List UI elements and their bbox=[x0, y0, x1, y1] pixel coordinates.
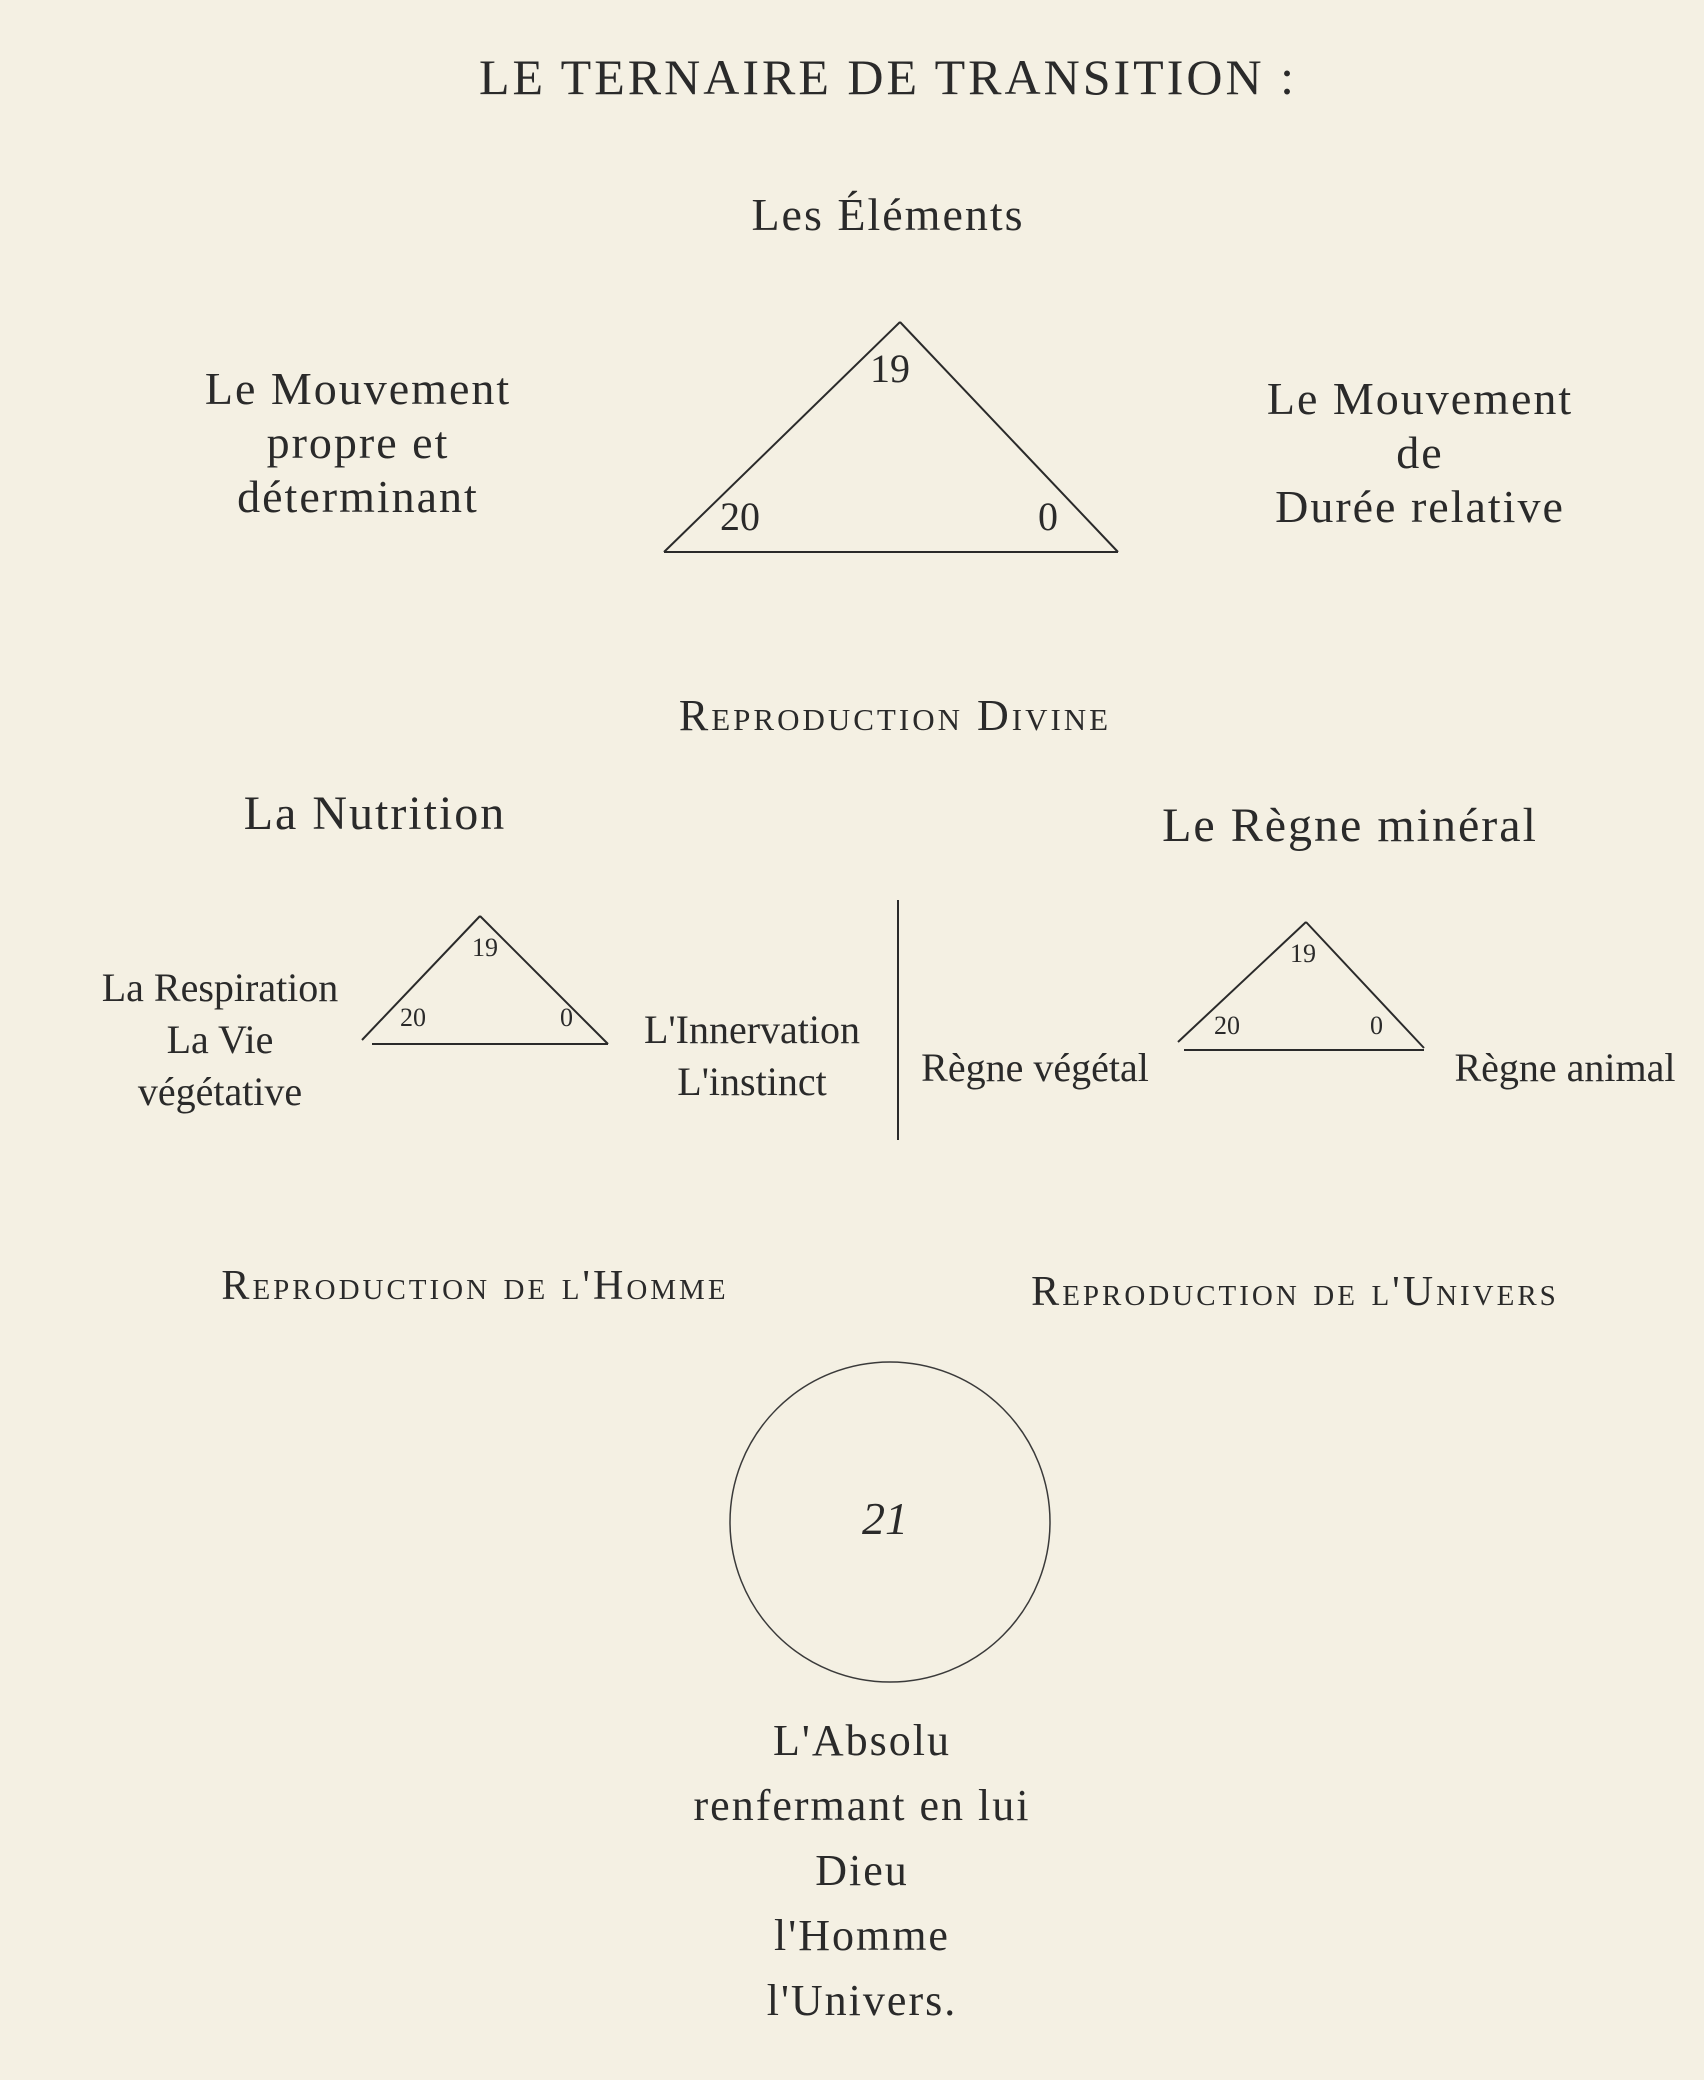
nutrition-left-line: La Vie bbox=[166, 1017, 274, 1062]
regne-triangle-right-number: 0 bbox=[1370, 1011, 1383, 1040]
nutrition-left-line: La Respiration bbox=[101, 965, 339, 1010]
top-triangle-top-number: 19 bbox=[870, 346, 910, 391]
nutrition-heading: La Nutrition bbox=[243, 787, 507, 840]
nutrition-left-line: végétative bbox=[137, 1069, 303, 1114]
regne-triangle-top-number: 19 bbox=[1290, 939, 1316, 968]
top-left-line: déterminant bbox=[237, 471, 479, 522]
absolu-line: l'Univers. bbox=[766, 1976, 958, 2025]
univers-caption: Reproduction de l'Univers bbox=[1031, 1269, 1559, 1315]
absolu-line: L'Absolu bbox=[773, 1716, 951, 1765]
animal-label: Règne animal bbox=[1454, 1045, 1676, 1090]
nutrition-right-line: L'instinct bbox=[677, 1059, 827, 1104]
page-title: LE TERNAIRE DE TRANSITION : bbox=[479, 49, 1297, 105]
vegetal-label: Règne végétal bbox=[921, 1045, 1149, 1090]
regne-triangle-right-edge bbox=[1306, 922, 1424, 1048]
top-triangle-left-number: 20 bbox=[720, 494, 760, 539]
homme-caption: Reproduction de l'Homme bbox=[221, 1263, 729, 1309]
top-right-line: de bbox=[1396, 427, 1444, 478]
top-right-line: Durée relative bbox=[1275, 481, 1565, 532]
absolu-line: l'Homme bbox=[774, 1911, 950, 1960]
nutrition-right-line: L'Innervation bbox=[643, 1007, 861, 1052]
absolu-line: Dieu bbox=[815, 1846, 909, 1895]
top-triangle-right-number: 0 bbox=[1038, 494, 1058, 539]
nutrition-triangle-left-number: 20 bbox=[400, 1003, 426, 1032]
top-left-line: propre et bbox=[266, 417, 450, 468]
nutrition-triangle-right-number: 0 bbox=[560, 1003, 573, 1032]
absolu-line: renfermant en lui bbox=[693, 1781, 1031, 1830]
nutrition-triangle-right-edge bbox=[480, 916, 608, 1044]
regne-triangle-left-edge bbox=[1178, 922, 1306, 1042]
top-left-line: Le Mouvement bbox=[204, 363, 512, 414]
top-right-line: Le Mouvement bbox=[1266, 373, 1574, 424]
regne-triangle-left-number: 20 bbox=[1214, 1011, 1240, 1040]
nutrition-triangle-top-number: 19 bbox=[472, 933, 498, 962]
mineral-heading: Le Règne minéral bbox=[1162, 799, 1538, 852]
circle-number: 21 bbox=[862, 1493, 908, 1544]
elements-heading: Les Éléments bbox=[751, 189, 1025, 240]
top-triangle-left-edge bbox=[664, 322, 900, 552]
top-triangle-right-edge bbox=[900, 322, 1118, 552]
divine-heading: Reproduction Divine bbox=[678, 691, 1112, 740]
